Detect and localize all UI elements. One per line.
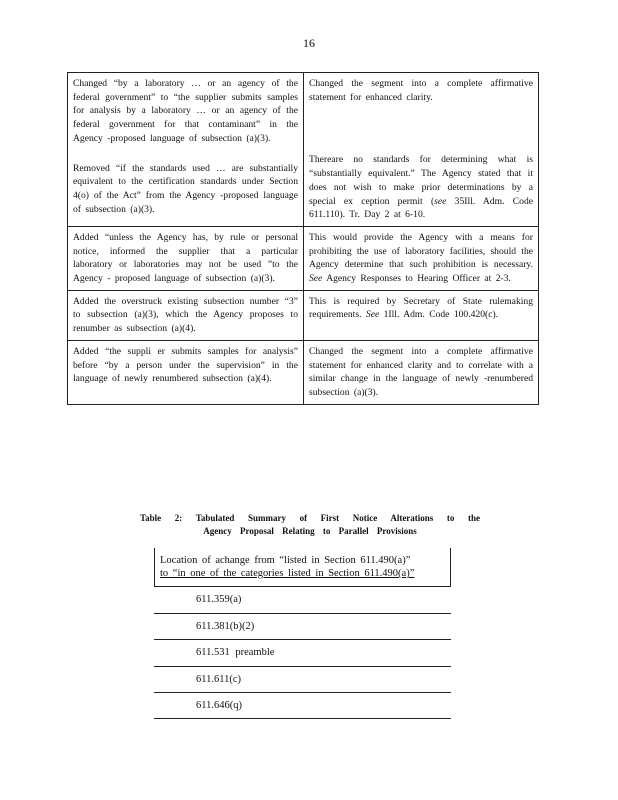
table-row: [68, 340, 539, 404]
caption-line-1: Table 2: Tabulated Summary of First Notice Alterations to the: [140, 513, 480, 523]
change-text: Added the overstruck existing subsection number “3” to subsection (a)(3), which the Agency proposes to renumber as subsection (a)(4).: [73, 295, 298, 335]
table-cell-change: [68, 73, 304, 227]
table-row: 611.359(a): [154, 586, 451, 613]
table-cell-reason: [304, 290, 539, 340]
change-text: Removed “if the standards used … are substantially equivalent to the certification standards under Section 4(o) of the Act” from the Agency -proposed language of subsection (a)(3).: [73, 162, 298, 215]
reason-text-with-cite: Thereare no standards for determining what is “substantially equivalent.” The Agency stated that it does not wish to make prior determinations by a special ex ception permit (see 35Ill. Adm. Code 611.110). Tr. Day 2 at 6-10.: [309, 154, 533, 221]
reason-text: Changed the segment into a complete affirmative statement for enhanced clarity.: [309, 78, 533, 103]
table-cell-change: [68, 340, 304, 404]
change-text: Changed “by a laboratory … or an agency of the federal government” to “the supplier submits samples for analysis by a laboratory … or an agency of the federal government for that contaminant” in the Agency -proposed language of subsection (a)(3).: [73, 78, 298, 144]
change-text: Added “unless the Agency has, by rule or personal notice, informed the supplier that a particular laboratory or laboratories may not be used ”to the Agency - proposed language of subsection (a)(3).: [73, 231, 298, 285]
table-row: 611.381(b)(2): [154, 613, 451, 640]
alterations-table: [67, 72, 539, 405]
reason-text-with-cite: This is required by Secretary of State rulemaking requirements. See 1Ill. Adm. Code 100.420(c).: [309, 295, 533, 321]
table-row: [68, 226, 539, 290]
page-number: 16: [303, 36, 315, 50]
table-row: [68, 73, 539, 227]
table-caption: [140, 512, 480, 537]
table-row: 611.531 preamble: [154, 639, 451, 666]
caption-line-2: Agency Proposal Relating to Parallel Provisions: [203, 525, 417, 536]
parallel-provisions-table: [154, 548, 451, 719]
header-line-2: to “in one of the categories listed in Section 611.490(a)”: [160, 568, 415, 579]
header-line-1: Location of achange from “listed in Section 611.490(a)”: [160, 555, 411, 566]
table-cell-reason: [304, 73, 539, 227]
change-text: Added “the suppli er submits samples for analysis” before “by a person under the supervision” in the language of newly renumbered subsection (a)(4).: [73, 345, 298, 385]
table-cell-reason: [304, 340, 539, 404]
table-cell-reason: [304, 226, 539, 290]
reason-text-with-cite: This would provide the Agency with a means for prohibiting the use of laboratory facilities, should the Agency determine that such prohibition is necessary. See Agency Responses to Hearing Officer at 2-3.: [309, 231, 533, 285]
table-row: 611.646(q): [154, 692, 451, 719]
table-cell-change: [68, 290, 304, 340]
reason-text: Changed the segment into a complete affirmative statement for enhanced clarity and to correlate with a similar change in the language of newly -renumbered subsection (a)(3).: [309, 345, 533, 398]
table-cell-change: [68, 226, 304, 290]
table-row: [68, 290, 539, 340]
table-row: 611.611(c): [154, 666, 451, 693]
parallel-table-header: [154, 548, 451, 586]
